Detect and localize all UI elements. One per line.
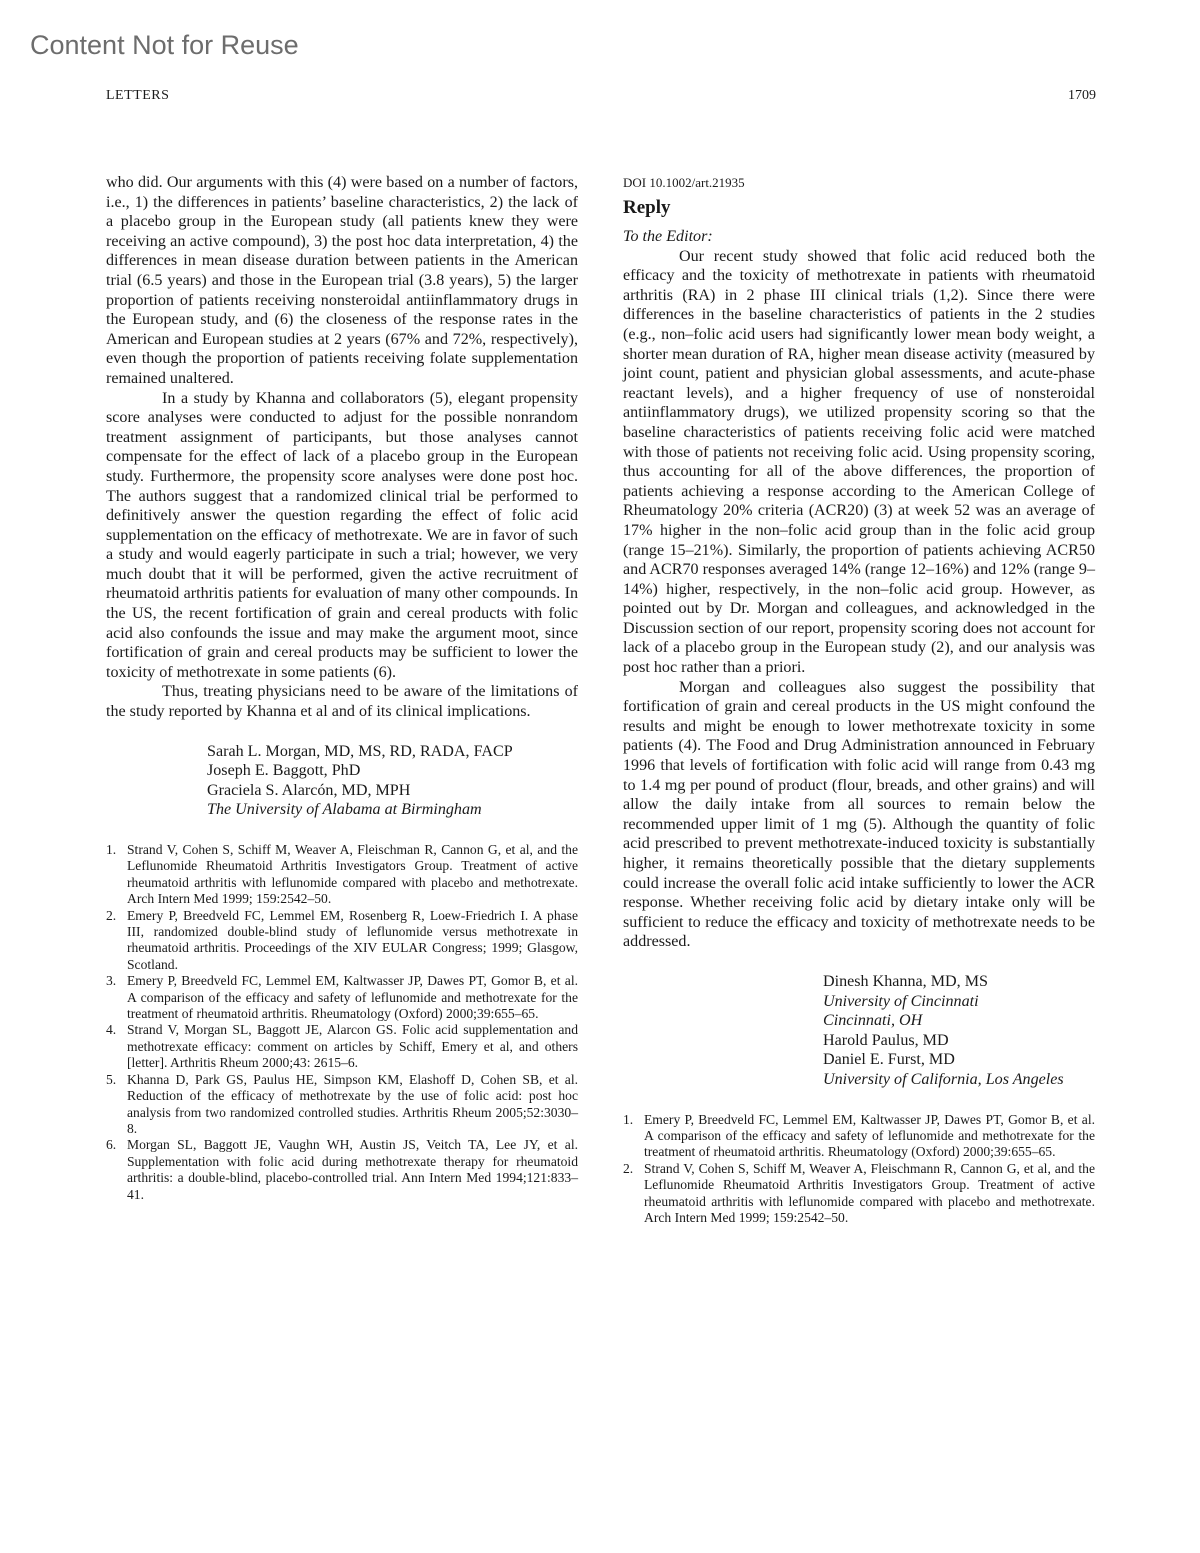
author-affiliation: The University of Alabama at Birmingham	[207, 801, 482, 819]
author-location: Cincinnati, OH	[823, 1012, 923, 1030]
reference-list	[106, 842, 578, 1203]
author-name: Dinesh Khanna, MD, MS	[823, 972, 988, 990]
reference-number: 6.	[106, 1137, 117, 1153]
reference-number: 3.	[106, 973, 117, 989]
body-paragraph: Morgan and colleagues also suggest the possibility that fortification of grain and cereal products in the US might confound the results and might be enough to lower methotrexate toxicity in some patients (4). The Food and Drug Administration announced in February 1996 that levels of fortification with folic acid will range from 0.43 mg to 1.4 mg per pound of product (flour, breads, and other grains) and will allow the daily intake from all sources to remain below the recommended upper limit of 1 mg (5). Although the quantity of folic acid prescribed to prevent methotrexate-induced toxicity is substantially higher, it remains theoretically possible that the dietary supplements could increase the overall folic acid intake sufficiently to lower the ACR response. Whether receiving folic acid by dietary intake only will be sufficient to reduce the efficacy and toxicity of methotrexate needs to be addressed.	[623, 678, 1095, 951]
right-column	[623, 173, 1095, 1226]
author-affiliation: University of California, Los Angeles	[823, 1070, 1064, 1088]
signature-block	[623, 972, 1095, 1090]
reference-text: Emery P, Breedveld FC, Lemmel EM, Kaltwasser JP, Dawes PT, Gomor B, et al. A comparison of the efficacy and safety of leflunomide and methotrexate for the treatment of rheumatoid arthritis. Rheumatology (Oxford) 2000;39:655–65.	[127, 973, 578, 1022]
author-name: Harold Paulus, MD	[823, 1031, 949, 1049]
reference-number: 1.	[623, 1111, 634, 1127]
body-paragraph: who did. Our arguments with this (4) were based on a number of factors, i.e., 1) the differences in patients’ baseline characteristics, 2) the lack of a placebo group in the European study (all patients knew they were receiving an active compound), 3) the post hoc data interpretation, 4) the differences in mean disease duration between patients in the American trial (6.5 years) and those in the European trial (3.8 years), 5) the larger proportion of patients receiving nonsteroidal antiinflammatory drugs in the European study, and (6) the closeness of the response rates in the American and European studies at 2 years (67% and 72%, respectively), even though the proportion of patients receiving folate supplementation remained unaltered.	[106, 174, 578, 387]
reference-number: 5.	[106, 1071, 117, 1087]
body-paragraph: In a study by Khanna and collaborators (5), elegant propensity score analyses were conducted to adjust for the possible nonrandom treatment assignment of participants, but those analyses cannot compensate for the effect of lack of a placebo group in the European study. Furthermore, the propensity score analyses were done post hoc. The authors suggest that a randomized clinical trial be performed to definitively answer the question regarding the effect of folic acid supplementation on the efficacy of methotrexate. We are in favor of such a study and would eagerly participate in such a trial; however, we very much doubt that it will be performed, given the active recruitment of rheumatoid arthritis patients for evaluation of many other compounds. In the US, the recent fortification of grain and cereal products with folic acid also confounds the issue and may make the argument moot, since fortification of grain and cereal products may be sufficient to lower the toxicity of methotrexate in some patients (6).	[106, 389, 578, 681]
reference-number: 1.	[106, 842, 117, 857]
reply-title: Reply	[623, 197, 671, 218]
reference-number: 2.	[106, 907, 117, 923]
left-column	[106, 173, 578, 1203]
salutation: To the Editor:	[623, 228, 713, 245]
page-number: 1709	[1068, 88, 1096, 103]
signature-block	[106, 742, 578, 820]
doi: DOI 10.1002/art.21935	[623, 175, 745, 190]
watermark: Content Not for Reuse	[30, 30, 299, 60]
reference-item	[106, 908, 578, 974]
reference-item	[623, 1161, 1095, 1227]
author-name: Joseph E. Baggott, PhD	[207, 762, 361, 780]
reference-item	[106, 973, 578, 1022]
reference-text: Morgan SL, Baggott JE, Vaughn WH, Austin JS, Veitch TA, Lee JY, et al. Supplementation with folic acid during methotrexate therapy for rheumatoid arthritis: a double-blind, placebo-controlled trial. Ann Intern Med 1994;121:833–41.	[127, 1137, 578, 1202]
reference-list	[623, 1112, 1095, 1227]
author-affiliation: University of Cincinnati	[823, 992, 979, 1010]
reference-text: Strand V, Cohen S, Schiff M, Weaver A, Fleischman R, Cannon G, et al, and the Leflunomide Rheumatoid Arthritis Investigators Group. Treatment of active rheumatoid arthritis with leflunomide compared with placebo and methotrexate. Arch Intern Med 1999; 159:2542–50.	[127, 842, 578, 907]
reference-number: 2.	[623, 1160, 634, 1176]
reference-text: Strand V, Cohen S, Schiff M, Weaver A, Fleischmann R, Cannon G, et al, and the Leflunomide Rheumatoid Arthritis Investigators Group. Treatment of active rheumatoid arthritis with leflunomide compared with placebo and methotrexate. Arch Intern Med 1999; 159:2542–50.	[644, 1160, 1095, 1225]
author-name: Daniel E. Furst, MD	[823, 1051, 955, 1069]
author-name: Graciela S. Alarcón, MD, MPH	[207, 781, 411, 799]
reference-text: Emery P, Breedveld FC, Lemmel EM, Rosenberg R, Loew-Friedrich I. A phase III, randomized double-blind study of leflunomide versus methotrexate in rheumatoid arthritis. Proceedings of the XIV EULAR Congress; 1999; Glasgow, Scotland.	[127, 907, 578, 972]
reference-text: Khanna D, Park GS, Paulus HE, Simpson KM, Elashoff D, Cohen SB, et al. Reduction of the efficacy of methotrexate by the use of folic acid: post hoc analysis from two randomized controlled studies. Arthritis Rheum 2005;52:3030–8.	[127, 1071, 578, 1136]
author-name: Sarah L. Morgan, MD, MS, RD, RADA, FACP	[207, 742, 513, 760]
body-paragraph: Thus, treating physicians need to be aware of the limitations of the study reported by Khanna et al and of its clinical implications.	[106, 683, 578, 721]
reference-item	[106, 1137, 578, 1203]
reference-text: Strand V, Morgan SL, Baggott JE, Alarcon GS. Folic acid supplementation and methotrexate efficacy: comment on articles by Schiff, Emery et al, and others [letter]. Arthritis Rheum 2000;43: 2615–6.	[127, 1022, 578, 1071]
reference-item	[623, 1112, 1095, 1161]
reference-number: 4.	[106, 1022, 117, 1038]
reference-item	[106, 842, 578, 908]
running-head: LETTERS	[106, 88, 170, 103]
reference-item	[106, 1072, 578, 1138]
reference-item	[106, 1022, 578, 1071]
reference-text: Emery P, Breedveld FC, Lemmel EM, Kaltwasser JP, Dawes PT, Gomor B, et al. A comparison of the efficacy and safety of leflunomide and methotrexate for the treatment of rheumatoid arthritis. Rheumatology (Oxford) 2000;39:655–65.	[644, 1111, 1095, 1160]
body-paragraph: Our recent study showed that folic acid reduced both the efficacy and the toxicity of methotrexate in patients with rheumatoid arthritis (RA) in 2 phase III clinical trials (1,2). Since there were differences in the baseline characteristics of patients in the 2 studies (e.g., non–folic acid users had significantly lower mean body weight, a shorter mean duration of RA, higher mean disease activity (measured by joint count, patient and physician global assessments, and acute-phase reactant levels), and a higher frequency of use of nonsteroidal antiinflammatory drugs), we utilized propensity scoring so that the baseline characteristics of patients receiving folic acid were matched with those of patients not receiving folic acid. Using propensity scoring, thus accounting for all of the above differences, the proportion of patients achieving a response according to the American College of Rheumatology 20% criteria (ACR20) (3) at week 52 was an average of 17% higher in the non–folic acid group than in the folic acid group (range 15–21%). Similarly, the proportion of patients achieving ACR50 and ACR70 responses averaged 14% (range 12–16%) and 12% (range 9–14%) higher, respectively, in the non–folic acid group. However, as pointed out by Dr. Morgan and colleagues, and acknowledged in the Discussion section of our report, propensity scoring does not account for lack of a placebo group in the European study (2), and our analysis was post hoc rather than a priori.	[623, 247, 1095, 677]
